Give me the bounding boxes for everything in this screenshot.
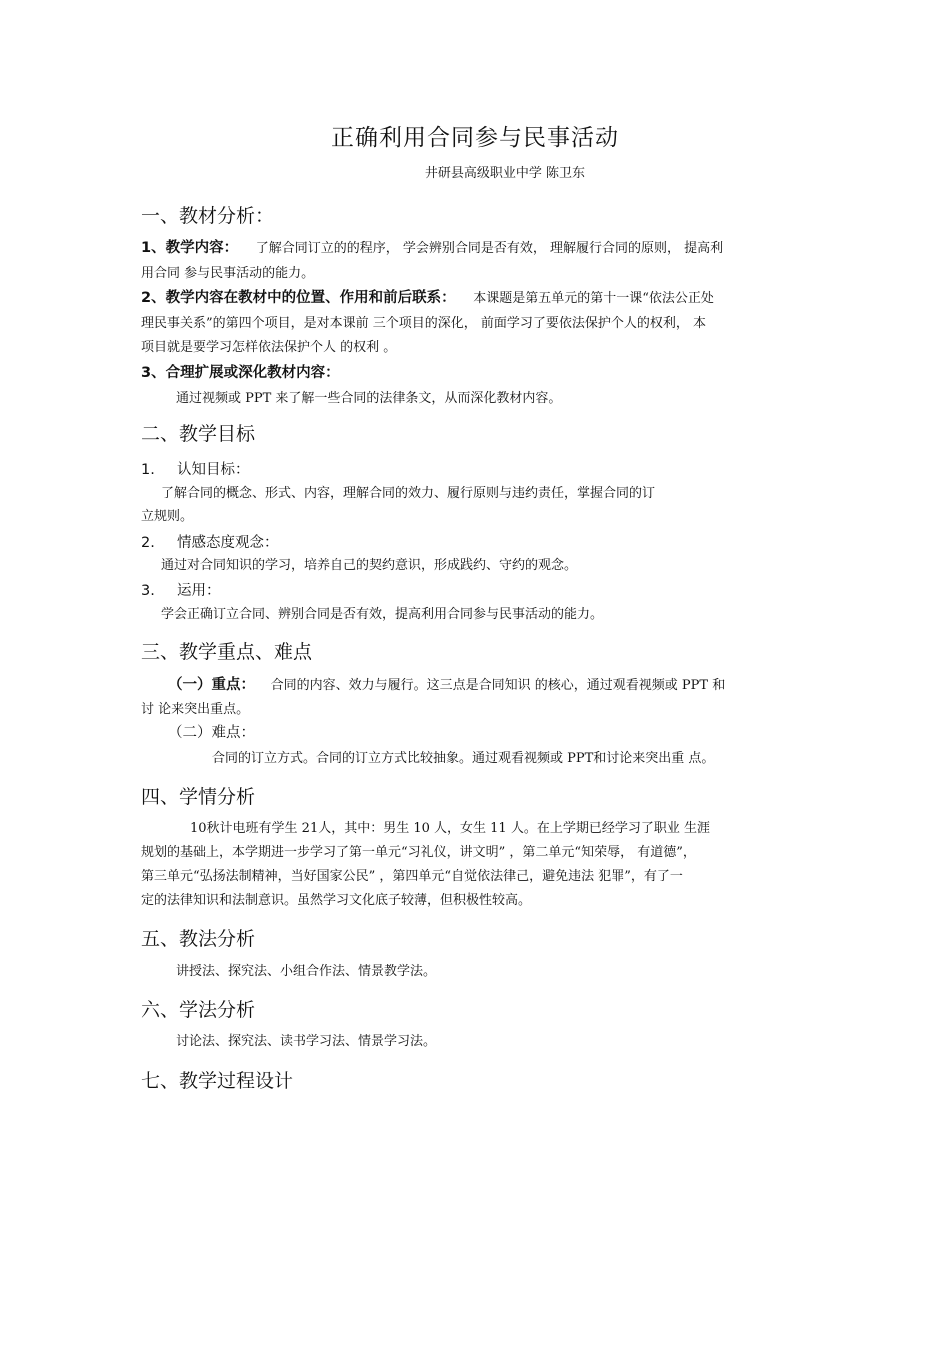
goal-3-text: 学会正确订立合同、辨别合同是否有效，提高利用合同参与民事活动的能力。 — [161, 607, 604, 622]
goal-2-number: 2. — [141, 535, 155, 551]
s1-item-2-text: 本课题是第五单元的第十一课“依法公正处 — [473, 291, 714, 306]
goal-3-label: 运用： — [177, 583, 221, 599]
teaching-methods-text: 讲授法、探究法、小组合作法、情景教学法。 — [176, 964, 437, 979]
goal-1-text-cont: 立规则。 — [141, 509, 194, 524]
learner-analysis-line-2: 规划的基础上，本学期进一步学习了第一单元“习礼仪，讲文明” ，第二单元“知荣辱， 有道德”， — [141, 845, 696, 860]
difficult-point-text: 合同的订立方式。合同的订立方式比较抽象。通过观看视频或 PPT和讨论来突出重 点。 — [212, 751, 715, 766]
section-heading-2: 二、教学目标 — [141, 423, 256, 445]
s1-item-2-text-cont2: 项目就是要学习怎样依法保护个人 的权利 。 — [141, 340, 397, 355]
goal-3-number: 3. — [141, 583, 155, 599]
goal-1 — [141, 458, 250, 479]
s1-item-1 — [141, 236, 723, 257]
learner-analysis-line-1: 10秋计电班有学生 21人，其中：男生 10 人，女生 11 人。在上学期已经学习了职业 生涯 — [190, 821, 710, 836]
s1-item-3-text: 通过视频或 PPT 来了解一些合同的法律条文，从而深化教材内容。 — [176, 391, 562, 406]
goal-1-label: 认知目标： — [177, 462, 250, 478]
section-heading-5: 五、教法分析 — [141, 928, 256, 950]
learner-analysis-line-4: 定的法律知识和法制意识。虽然学习文化底子较薄，但积极性较高。 — [141, 893, 532, 908]
section-heading-6: 六、学法分析 — [141, 999, 256, 1021]
s1-item-2-label: 2、教学内容在教材中的位置、作用和前后联系： — [141, 290, 456, 306]
s1-item-2 — [141, 286, 714, 307]
key-point-label: （一）重点： — [168, 677, 255, 693]
goal-1-number: 1. — [141, 462, 155, 478]
section-heading-4: 四、学情分析 — [141, 786, 256, 808]
s1-item-1-label: 1、教学内容： — [141, 240, 239, 256]
goal-1-text: 了解合同的概念、形式、内容，理解合同的效力、履行原则与违约责任，掌握合同的订 — [161, 486, 656, 501]
section-heading-7: 七、教学过程设计 — [141, 1070, 294, 1092]
page-title: 正确利用合同参与民事活动 — [331, 125, 619, 151]
difficult-point-label: （二）难点： — [168, 725, 255, 741]
section-heading-3: 三、教学重点、难点 — [141, 641, 313, 663]
learning-methods-text: 讨论法、探究法、读书学习法、情景学习法。 — [176, 1034, 437, 1049]
s1-item-1-text: 了解合同订立的的程序， 学会辨别合同是否有效， 理解履行合同的原则， 提高利 — [255, 241, 724, 256]
key-point-text-cont: 讨 论来突出重点。 — [141, 702, 250, 717]
author-line: 井研县高级职业中学 陈卫东 — [424, 166, 586, 181]
goal-2 — [141, 531, 279, 552]
goal-3 — [141, 579, 221, 600]
section-heading-1: 一、教材分析： — [141, 205, 275, 227]
key-point-text: 合同的内容、效力与履行。这三点是合同知识 的核心，通过观看视频或 PPT 和 — [270, 678, 726, 693]
learner-analysis-line-3: 第三单元“弘扬法制精神，当好国家公民” ，第四单元“自觉依法律己，避免违法 犯罪”，有了一 — [141, 869, 683, 884]
goal-2-label: 情感态度观念： — [177, 535, 279, 551]
s1-item-3-label: 3、合理扩展或深化教材内容： — [141, 365, 340, 381]
s1-item-1-text-cont: 用合同 参与民事活动的能力。 — [141, 266, 315, 281]
s1-item-2-text-cont1: 理民事关系”的第四个项目，是对本课前 三个项目的深化， 前面学习了要依法保护个人的权利， 本 — [141, 316, 707, 331]
key-point — [168, 673, 725, 694]
goal-2-text: 通过对合同知识的学习，培养自己的契约意识，形成践约、守约的观念。 — [161, 558, 578, 573]
